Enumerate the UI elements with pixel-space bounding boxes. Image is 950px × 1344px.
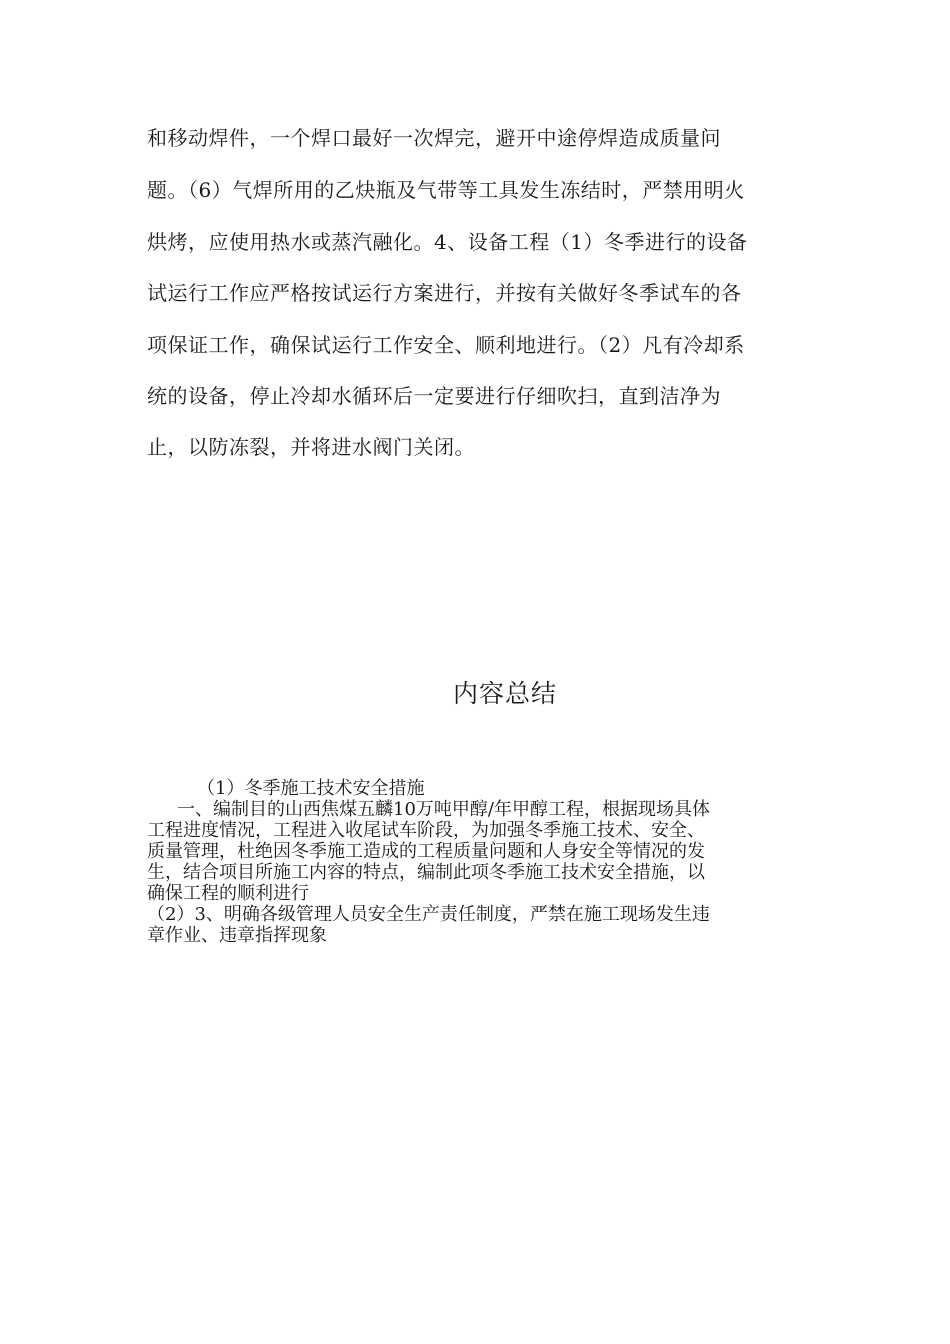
summary-title: 内容总结 (452, 679, 557, 708)
body-text-line: 和移动焊件，一个焊口最好一次焊完，避开中途停焊造成质量问 (147, 126, 721, 150)
summary-line: （1）冬季施工技术安全措施 (197, 778, 425, 799)
summary-line: 生，结合项目所施工内容的特点，编制此项冬季施工技术安全措施，以 (147, 862, 705, 883)
summary-line: （2）3、明确各级管理人员安全生产责任制度，严禁在施工现场发生违 (147, 904, 710, 925)
summary-body (147, 778, 827, 946)
summary-line: 工程进度情况，工程进入收尾试车阶段，为加强冬季施工技术、安全、 (147, 820, 705, 841)
body-text-line: 烘烤，应使用热水或蒸汽融化。4、设备工程（1）冬季进行的设备 (147, 230, 748, 254)
body-text-line: 题。（6）气焊所用的乙炔瓶及气带等工具发生冻结时，严禁用明火 (147, 178, 745, 202)
body-text-line: 统的设备，停止冷却水循环后一定要进行仔细吹扫，直到洁净为 (147, 384, 721, 408)
body-text-line: 止，以防冻裂，并将进水阀门关闭。 (147, 435, 475, 459)
summary-line: 确保工程的顺利进行 (147, 883, 309, 904)
summary-line: 一、编制目的山西焦煤五麟10万吨甲醇/年甲醇工程，根据现场具体 (177, 799, 710, 820)
summary-line: 章作业、违章指挥现象 (147, 925, 327, 946)
body-text-line: 试运行工作应严格按试运行方案进行，并按有关做好冬季试车的各 (147, 281, 742, 305)
summary-line: 质量管理，杜绝因冬季施工造成的工程质量问题和人身安全等情况的发 (147, 841, 705, 862)
body-text-line: 项保证工作，确保试运行工作安全、顺利地进行。（2）凡有冷却系 (147, 333, 745, 357)
